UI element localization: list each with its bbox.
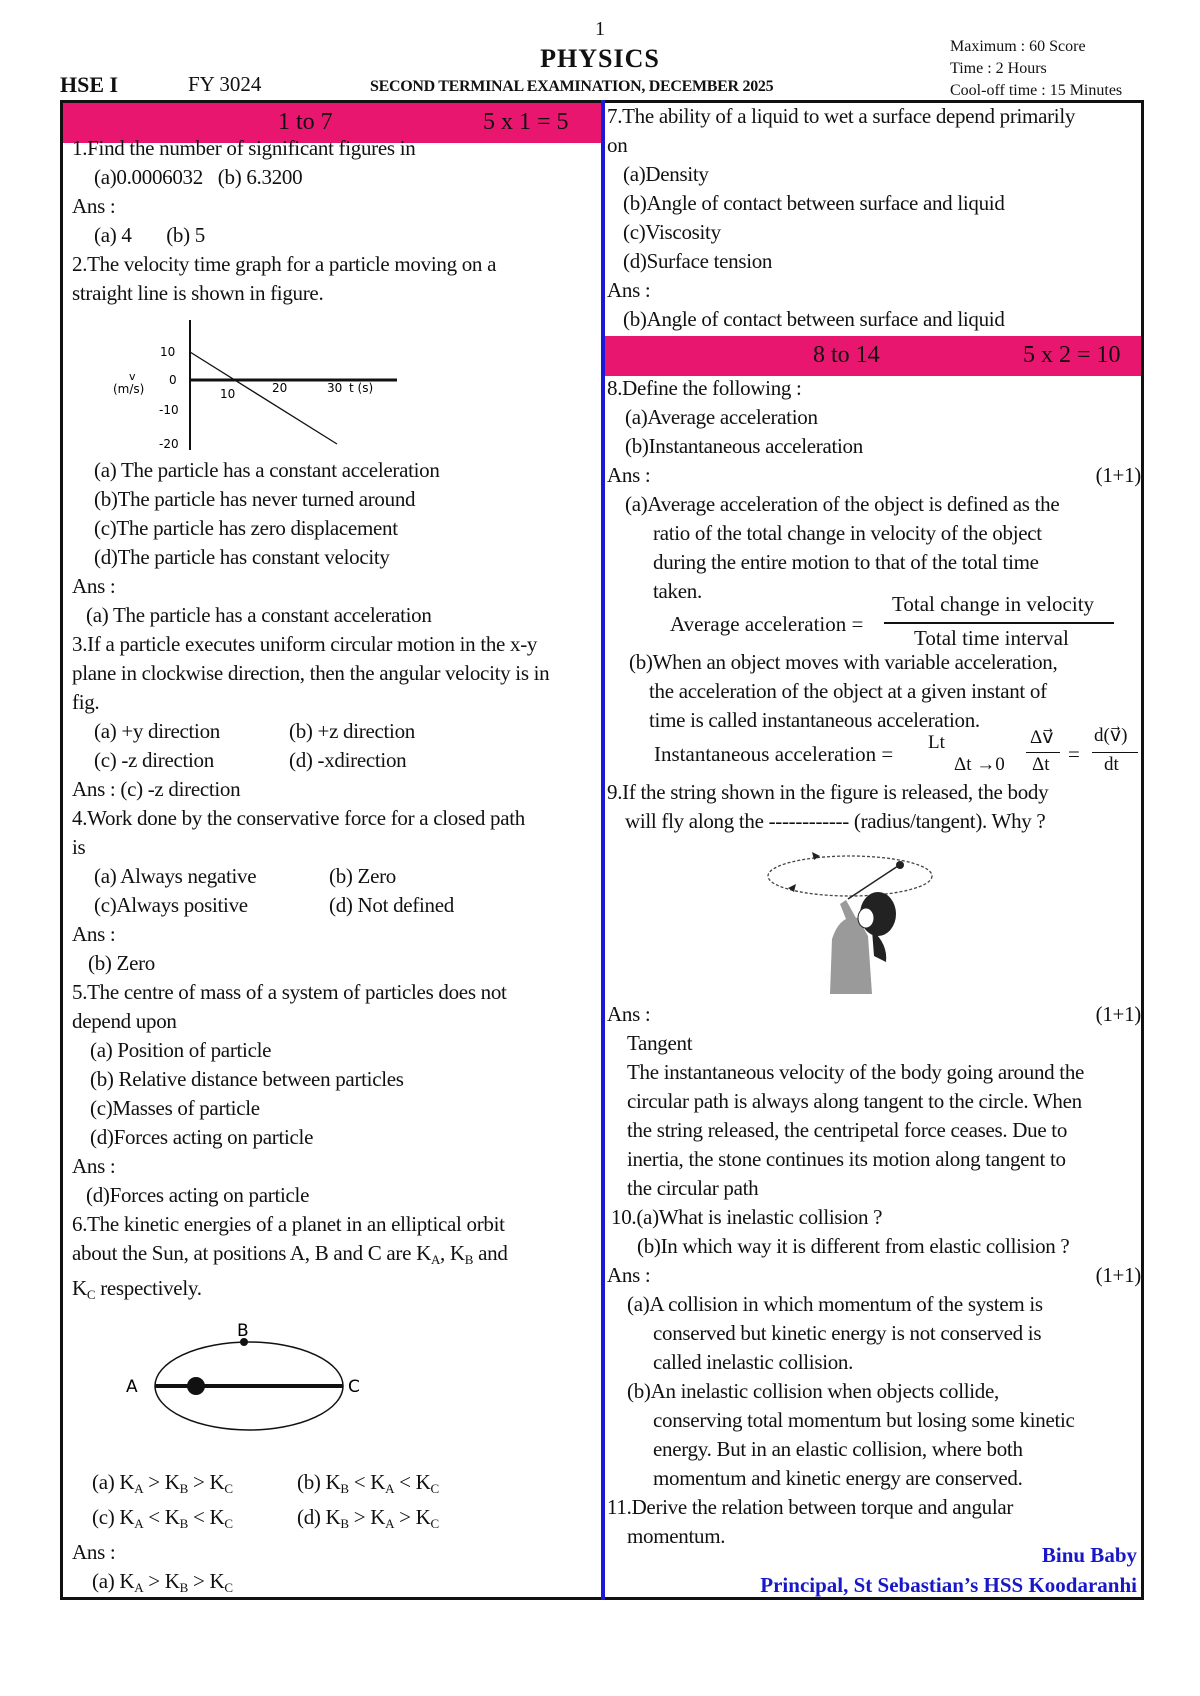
q5-stem-1: 5.The centre of mass of a system of particles does not: [72, 980, 507, 1004]
graph-ylabel-v: v: [129, 370, 136, 383]
q9-marks: (1+1): [1095, 1002, 1141, 1026]
q3-stem-1: 3.If a particle executes uniform circular motion in the x-y: [72, 632, 538, 656]
q10-ans-b2: conserving total momentum but losing some kinetic: [653, 1408, 1075, 1432]
q10-marks: (1+1): [1095, 1263, 1141, 1287]
q4-opt-d: (d) Not defined: [329, 893, 454, 917]
q9-ans-2: The instantaneous velocity of the body going around the: [627, 1060, 1085, 1084]
q4-stem-2: is: [72, 835, 86, 859]
q2-opt-c: (c)The particle has zero displacement: [94, 516, 398, 540]
q10-stem-2: (b)In which way it is different from elastic collision ?: [637, 1234, 1070, 1258]
q9-ans-label: Ans :: [607, 1002, 651, 1026]
q2-answer: (a) The particle has a constant acceleration: [86, 603, 432, 627]
q2-stem-2: straight line is shown in figure.: [72, 281, 324, 305]
q6-opt-a: (a) $K_A > K_B > K_C$: [92, 1470, 233, 1496]
formula2-d-t: dt: [1104, 754, 1119, 775]
person-face: [858, 908, 874, 928]
q3-stem-3: fig.: [72, 690, 100, 714]
cool-off-time: Cool-off time : 15 Minutes: [950, 82, 1123, 99]
q8-formula-instantaneous: Instantaneous acceleration = Lt Δt →0 Δv⃗ Δt = d(v⃗) dt: [654, 728, 1144, 782]
q1-options: (a)0.0006032 (b) 6.3200: [94, 165, 303, 189]
q10-ans-a1: (a)A collision in which momentum of the system is: [627, 1292, 1043, 1316]
q8-marks: (1+1): [1095, 463, 1141, 487]
q6-ans-label: Ans :: [72, 1540, 116, 1564]
q3-answer: Ans : (c) -z direction: [72, 777, 241, 801]
q8-ans-b1: (b)When an object moves with variable acceleration,: [629, 650, 1058, 674]
q8-part-b: (b)Instantaneous acceleration: [625, 434, 863, 458]
page-number: 1: [595, 18, 605, 40]
right-column-4: [607, 778, 1141, 836]
point-a-label: A: [126, 1377, 138, 1397]
point-c-label: C: [348, 1377, 360, 1397]
q6-stem-2: about the Sun, at positions A, B and C are $K_A$, $K_B$ and: [72, 1241, 508, 1267]
q9-ans-1: Tangent: [627, 1031, 693, 1055]
q4-opt-b: (b) Zero: [329, 864, 396, 888]
q4-answer: (b) Zero: [88, 951, 155, 975]
q7-opt-d: (d)Surface tension: [623, 249, 773, 273]
section-2-band: [605, 336, 1141, 376]
section-2-range: 8 to 14: [813, 342, 880, 368]
q2-stem-1: 2.The velocity time graph for a particle moving on a: [72, 252, 497, 276]
section-1-marks: 5 x 1 = 5: [483, 109, 569, 135]
section-2-marks: 5 x 2 = 10: [1023, 342, 1121, 368]
q6-stem-1: 6.The kinetic energies of a planet in an elliptical orbit: [72, 1212, 505, 1236]
q6-options: [72, 1468, 597, 1602]
q3-stem-2: plane in clockwise direction, then the angular velocity is in: [72, 661, 550, 685]
column-divider: [601, 100, 605, 1600]
exam-code: FY 3024: [188, 72, 262, 96]
exam-info: [950, 36, 1122, 102]
q6-opt-d: (d) $K_B > K_A > K_C$: [297, 1505, 439, 1531]
exam-title: SECOND TERMINAL EXAMINATION, DECEMBER 2025: [370, 78, 774, 95]
formula2-d-v: d(v⃗): [1094, 725, 1128, 746]
left-column-2: [72, 456, 597, 1309]
sun-dot: [187, 1377, 205, 1395]
section-1-range: 1 to 7: [278, 109, 333, 135]
q7-stem-2: on: [607, 133, 628, 157]
q7-ans-label: Ans :: [607, 278, 651, 302]
q8-ans-b2: the acceleration of the object at a given instant of: [649, 679, 1047, 703]
q8-ans-a4: taken.: [653, 579, 702, 603]
whirling-stone-figure: [760, 844, 950, 999]
q4-opt-c: (c)Always positive: [94, 893, 248, 917]
q7-opt-b: (b)Angle of contact between surface and liquid: [623, 191, 1005, 215]
q7-opt-c: (c)Viscosity: [623, 220, 721, 244]
graph-xtick-10: 10: [220, 387, 236, 401]
q2-opt-b: (b)The particle has never turned around: [94, 487, 416, 511]
graph-ytick-10: 10: [160, 345, 176, 359]
path-arrow-1: [812, 852, 820, 860]
right-column-3: [607, 648, 1141, 735]
formula2-dv: Δv⃗: [1030, 727, 1054, 748]
graph-ylabel-unit: (m/s): [113, 382, 145, 396]
q3-opt-b: (b) +z direction: [289, 719, 415, 743]
q9-ans-4: the string released, the centripetal force ceases. Due to: [627, 1118, 1068, 1142]
q10-ans-b4: momentum and kinetic energy are conserved.: [653, 1466, 1023, 1490]
q10-stem-1: 10.(a)What is inelastic collision ?: [611, 1205, 883, 1229]
q6-opt-c: (c) $K_A < K_B < K_C$: [92, 1505, 233, 1531]
q2-opt-a: (a) The particle has a constant acceleration: [94, 458, 440, 482]
signature-block: [607, 1540, 1137, 1600]
q7-opt-a: (a)Density: [623, 162, 709, 186]
q8-ans-b3: time is called instantaneous acceleration.: [649, 708, 980, 732]
exam-time: Time : 2 Hours: [950, 60, 1047, 77]
q2-ans-label: Ans :: [72, 574, 116, 598]
q5-opt-c: (c)Masses of particle: [90, 1096, 260, 1120]
q1-answer: (a) 4 (b) 5: [94, 223, 205, 247]
formula1-bar: [884, 622, 1114, 624]
right-column-2: [607, 374, 1141, 606]
q8-stem: 8.Define the following :: [607, 376, 802, 400]
q1-stem: 1.Find the number of significant figures in: [72, 136, 416, 160]
elliptical-orbit-diagram: [118, 1322, 368, 1432]
q9-stem-1: 9.If the string shown in the figure is released, the body: [607, 780, 1049, 804]
q5-stem-2: depend upon: [72, 1009, 177, 1033]
formula2-dt: Δt: [1032, 754, 1050, 775]
q8-ans-label: Ans :: [607, 463, 651, 487]
q9-stem-2: will fly along the ------------ (radius/tangent). Why ?: [625, 809, 1046, 833]
velocity-time-graph: [105, 318, 405, 453]
q9-ans-5: inertia, the stone continues its motion along tangent to: [627, 1147, 1066, 1171]
q4-stem-1: 4.Work done by the conservative force for a closed path: [72, 806, 525, 830]
q10-ans-b3: energy. But in an elastic collision, where both: [653, 1437, 1023, 1461]
q8-ans-a3: during the entire motion to that of the total time: [653, 550, 1039, 574]
q7-stem-1: 7.The ability of a liquid to wet a surface depend primarily: [607, 104, 1076, 128]
q5-opt-d: (d)Forces acting on particle: [90, 1125, 314, 1149]
q11-stem-1: 11.Derive the relation between torque and angular: [607, 1495, 1014, 1519]
q8-part-a: (a)Average acceleration: [625, 405, 818, 429]
q9-ans-6: the circular path: [627, 1176, 759, 1200]
graph-ytick-m20: -20: [159, 437, 179, 451]
max-score: Maximum : 60 Score: [950, 38, 1086, 55]
signature-title: Principal, St Sebastian’s HSS Koodaranhi: [760, 1573, 1137, 1597]
q3-opt-a: (a) +y direction: [94, 719, 220, 743]
q4-ans-label: Ans :: [72, 922, 116, 946]
q6-answer: (a) $K_A > K_B > K_C$: [92, 1569, 233, 1595]
q3-opt-d: (d) -xdirection: [289, 748, 407, 772]
q5-opt-a: (a) Position of particle: [90, 1038, 272, 1062]
q6-opt-b: (b) $K_B < K_A < K_C$: [297, 1470, 439, 1496]
right-column-5: [607, 1000, 1141, 1551]
class-label: HSE I: [60, 72, 119, 97]
q10-ans-b1: (b)An inelastic collision when objects collide,: [627, 1379, 999, 1403]
q10-ans-a3: called inelastic collision.: [653, 1350, 854, 1374]
formula1-numerator: Total change in velocity: [892, 592, 1095, 616]
q5-opt-b: (b) Relative distance between particles: [90, 1067, 404, 1091]
q3-opt-c: (c) -z direction: [94, 748, 214, 772]
point-b-label: B: [237, 1322, 249, 1341]
formula2-lt: Lt: [928, 732, 945, 753]
q9-ans-3: circular path is always along tangent to the circle. When: [627, 1089, 1082, 1113]
q7-answer: (b)Angle of contact between surface and liquid: [623, 307, 1005, 331]
q10-ans-label: Ans :: [607, 1263, 651, 1287]
stone-dot: [896, 861, 904, 869]
q6-stem-3: $K_C$ respectively.: [72, 1276, 202, 1302]
q5-ans-label: Ans :: [72, 1154, 116, 1178]
signature-name: Binu Baby: [1041, 1543, 1137, 1567]
q11-stem-2: momentum.: [627, 1524, 726, 1548]
graph-xtick-20: 20: [272, 381, 288, 395]
q5-answer: (d)Forces acting on particle: [86, 1183, 310, 1207]
graph-velocity-line: [190, 352, 337, 444]
graph-xlabel: t (s): [349, 381, 374, 395]
subject-title: PHYSICS: [540, 44, 660, 73]
formula2-limit: Δt →0: [954, 754, 1005, 775]
graph-xtick-30: 30: [327, 381, 343, 395]
right-column: [607, 102, 1141, 334]
q8-ans-a2: ratio of the total change in velocity of the object: [653, 521, 1042, 545]
graph-ytick-m10: -10: [159, 403, 179, 417]
left-column: [72, 134, 597, 308]
q4-opt-a: (a) Always negative: [94, 864, 257, 888]
formula2-lhs: Instantaneous acceleration =: [654, 742, 894, 766]
q10-ans-a2: conserved but kinetic energy is not conserved is: [653, 1321, 1042, 1345]
q2-opt-d: (d)The particle has constant velocity: [94, 545, 390, 569]
graph-ytick-0: 0: [169, 373, 177, 387]
q8-ans-a1: (a)Average acceleration of the object is defined as the: [625, 492, 1060, 516]
formula1-denominator: Total time interval: [914, 626, 1069, 650]
q1-ans-label: Ans :: [72, 194, 116, 218]
formula1-lhs: Average acceleration =: [670, 612, 864, 636]
